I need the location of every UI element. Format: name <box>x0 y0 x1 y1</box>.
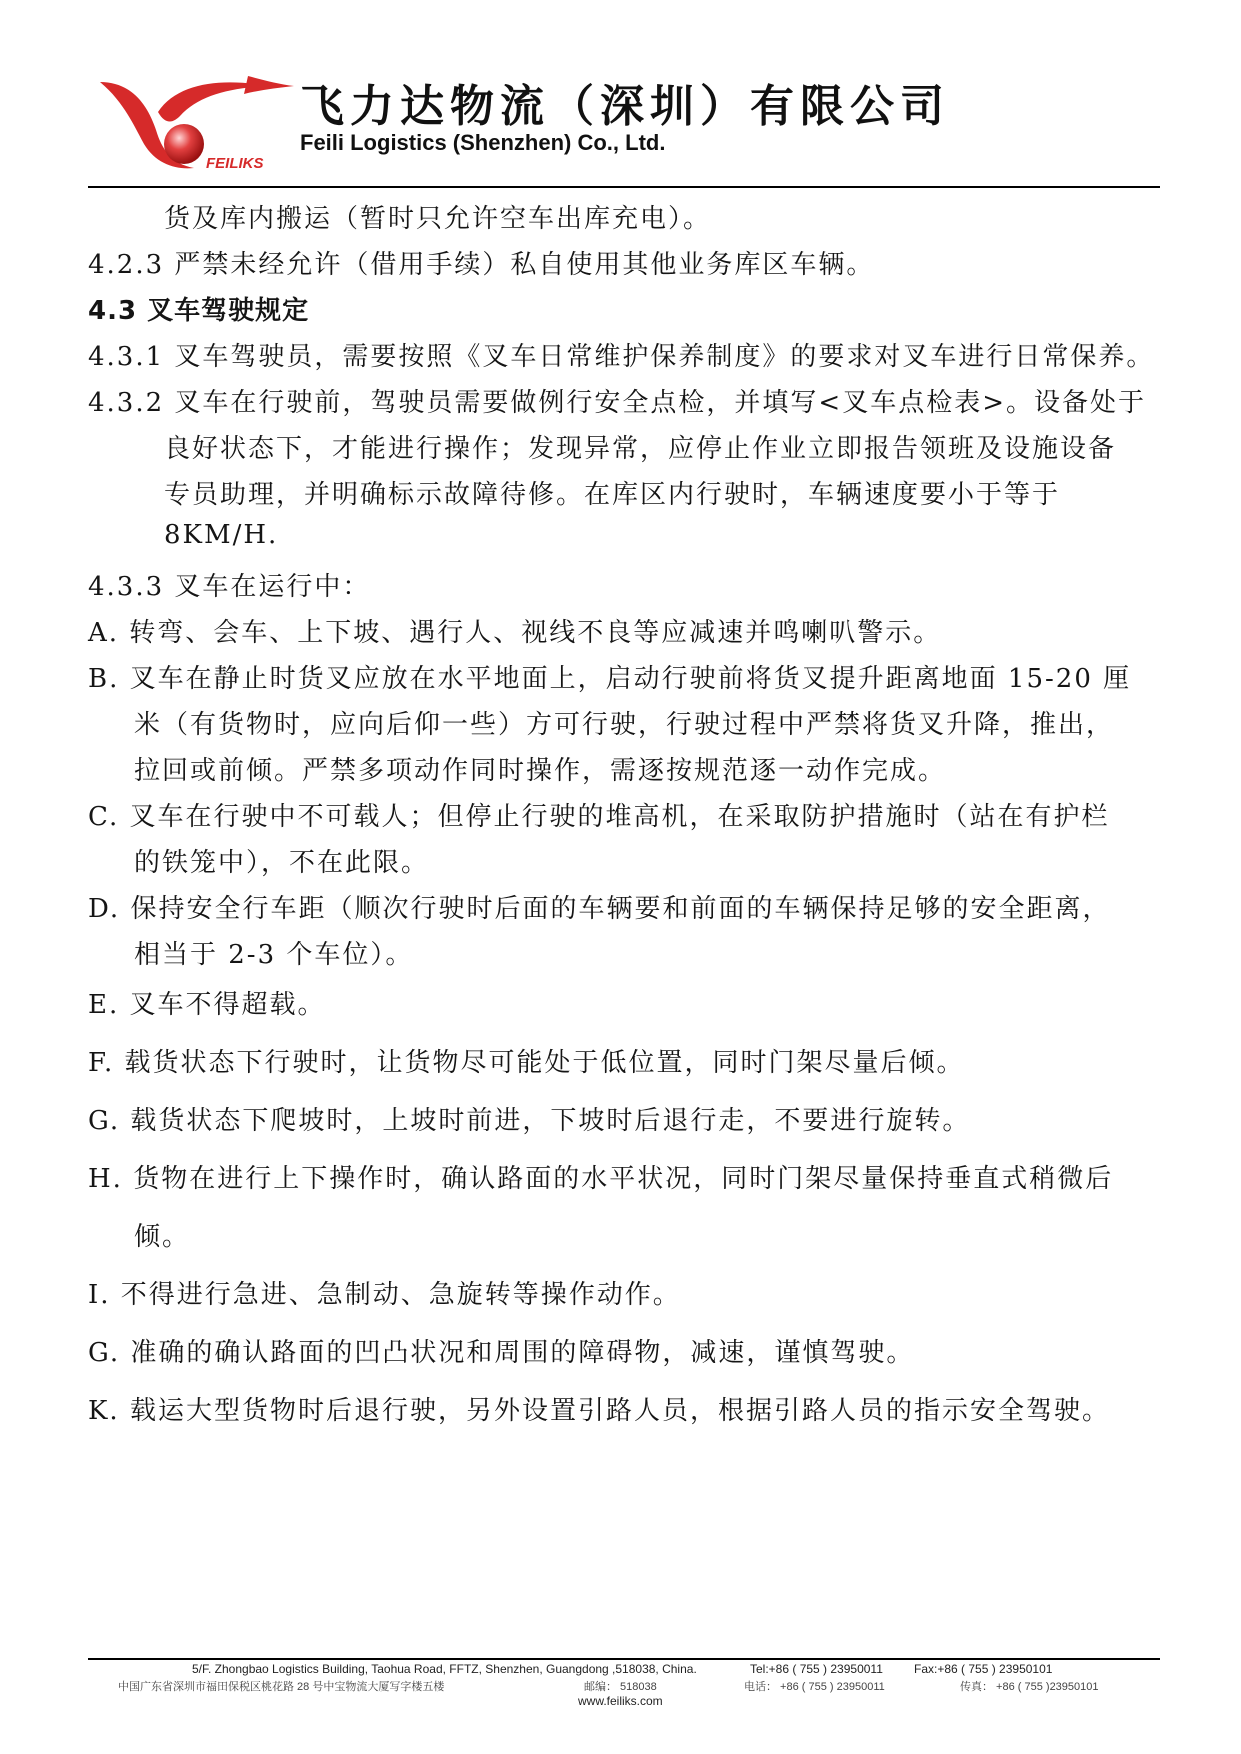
clause-4-3-1: 4.3.1 叉车驾驶员，需要按照《叉车日常维护保养制度》的要求对叉车进行日常保养。 <box>88 342 1155 372</box>
clause-4-3-2: 4.3.2 叉车在行驶前，驾驶员需要做例行安全点检，并填写<叉车点检表>。设备处于 <box>88 388 1146 418</box>
list-item-a: A. 转弯、会车、上下坡、遇行人、视线不良等应减速并鸣喇叭警示。 <box>88 618 942 648</box>
list-item-f: F. 载货状态下行驶时，让货物尽可能处于低位置，同时门架尽量后倾。 <box>88 1048 965 1078</box>
page-header <box>88 60 1158 188</box>
list-item-d: D. 保持安全行车距（顺次行驶时后面的车辆要和前面的车辆保持足够的安全距离， <box>88 894 1111 924</box>
company-name-en: Feili Logistics (Shenzhen) Co., Ltd. <box>300 130 666 155</box>
feiliks-logo-icon <box>98 72 298 190</box>
footer-address-cn: 中国广东省深圳市福田保税区桃花路 28 号中宝物流大厦写字楼五楼 <box>118 1681 445 1693</box>
list-item-g-2: G. 准确的确认路面的凹凸状况和周围的障碍物，减速，谨慎驾驶。 <box>88 1338 915 1368</box>
list-item-b: B. 叉车在静止时货叉应放在水平地面上，启动行驶前将货叉提升距离地面 15-20 厘 <box>88 664 1132 694</box>
footer-tel-cn: 电话： +86 ( 755 ) 23950011 <box>744 1681 885 1693</box>
section-heading-4-3: 4.3 叉车驾驶规定 <box>88 296 310 326</box>
logo-wordmark: FEILIKS <box>206 155 264 172</box>
footer-divider <box>88 1658 1160 1660</box>
company-name-cn: 飞力达物流（深圳）有限公司 <box>300 81 950 132</box>
list-item-e: E. 叉车不得超载。 <box>88 990 326 1020</box>
header-divider <box>88 186 1160 188</box>
body-line: 拉回或前倾。严禁多项动作同时操作，需逐按规范逐一动作完成。 <box>134 756 947 786</box>
footer-website: www.feiliks.com <box>578 1694 663 1708</box>
list-item-c: C. 叉车在行驶中不可载人；但停止行驶的堆高机，在采取防护措施时（站在有护栏 <box>88 802 1110 832</box>
footer-fax-cn: 传真： +86 ( 755 )23950101 <box>960 1681 1099 1693</box>
footer-postcode-cn: 邮编： 518038 <box>584 1681 657 1693</box>
list-item-k: K. 载运大型货物时后退行驶，另外设置引路人员，根据引路人员的指示安全驾驶。 <box>88 1396 1110 1426</box>
body-line: 货及库内搬运（暂时只允许空车出库充电）。 <box>164 204 712 234</box>
body-line: 相当于 2-3 个车位）。 <box>134 940 414 970</box>
list-item-i: I. 不得进行急进、急制动、急旋转等操作动作。 <box>88 1280 681 1310</box>
footer-fax-en: Fax:+86 ( 755 ) 23950101 <box>914 1662 1053 1676</box>
footer-tel-en: Tel:+86 ( 755 ) 23950011 <box>750 1662 883 1676</box>
body-line: 的铁笼中），不在此限。 <box>134 848 430 878</box>
clause-4-2-3: 4.2.3 严禁未经允许（借用手续）私自使用其他业务库区车辆。 <box>88 250 875 280</box>
body-line: 倾。 <box>134 1222 191 1252</box>
body-line: 米（有货物时，应向后仰一些）方可行驶，行驶过程中严禁将货叉升降，推出， <box>134 710 1115 740</box>
body-line: 良好状态下，才能进行操作；发现异常，应停止作业立即报告领班及设施设备 <box>164 434 1117 464</box>
body-line: 8KM/H. <box>164 520 279 550</box>
body-line: 专员助理，并明确标示故障待修。在库区内行驶时，车辆速度要小于等于 <box>164 480 1061 510</box>
footer-address-en: 5/F. Zhongbao Logistics Building, Taohua Road, FFTZ, Shenzhen, Guangdong ,518038, China. <box>192 1662 697 1676</box>
list-item-g: G. 载货状态下爬坡时，上坡时前进，下坡时后退行走，不要进行旋转。 <box>88 1106 971 1136</box>
list-item-h: H. 货物在进行上下操作时，确认路面的水平状况，同时门架尽量保持垂直式稍微后 <box>88 1164 1114 1194</box>
clause-4-3-3: 4.3.3 叉车在运行中： <box>88 572 371 602</box>
